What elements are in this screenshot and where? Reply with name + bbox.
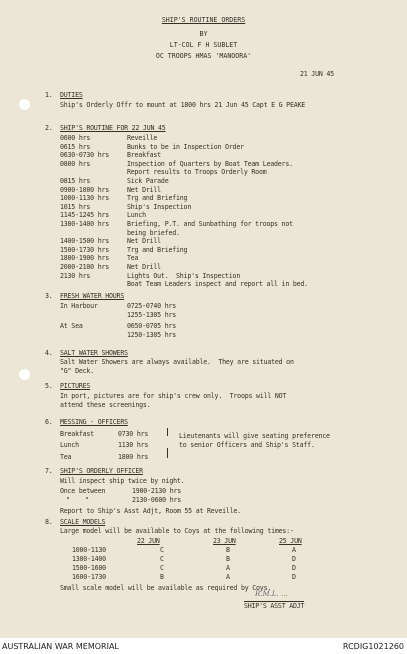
brace	[167, 428, 168, 436]
ditto-mark: " "	[66, 496, 89, 504]
section-text: "G" Deck.	[60, 367, 94, 375]
meal-time: 1130 hrs	[118, 441, 149, 449]
routine-activity: Bunks to be in Inspection Order	[127, 142, 244, 151]
section-text: Will inspect ship twice by night.	[60, 477, 185, 485]
water-time: 1250-1305 hrs	[127, 331, 177, 339]
routine-time: 1145-1245 hrs	[60, 211, 110, 220]
section-number: 6.	[45, 418, 53, 426]
model-company: D	[292, 573, 296, 581]
meal-name: Lunch	[60, 441, 79, 449]
water-time: 0650-0705 hrs	[127, 322, 177, 330]
routine-activity: Tea	[127, 254, 139, 263]
model-company: A	[292, 546, 296, 554]
section-number: 5.	[45, 382, 53, 390]
inspection-label: Once between	[60, 487, 106, 495]
section-number: 3.	[45, 292, 53, 300]
section-text: Small scale model will be available as required by Coys.	[60, 584, 272, 592]
routine-time: 1000-1130 hrs	[60, 194, 110, 203]
routine-activity: Report results to Troops Orderly Room	[127, 168, 267, 177]
routine-activity: Briefing, P.T. and Sunbathing for troops not	[127, 220, 293, 228]
routine-time: 0900-1000 hrs	[60, 185, 110, 194]
model-company: D	[292, 555, 296, 563]
routine-activity: Breakfast	[127, 151, 161, 160]
header-command: OC TROOPS HMAS 'MANOORA'	[155, 52, 252, 60]
routine-time: 2000-2100 hrs	[60, 263, 110, 271]
model-company: A	[226, 564, 230, 572]
routine-activity: Net Drill	[127, 263, 161, 271]
model-company: B	[160, 573, 164, 581]
section-number: 8.	[45, 518, 53, 526]
routine-time: 1500-1730 hrs	[60, 245, 110, 254]
routine-activity: Trg and Briefing	[127, 245, 188, 254]
model-date: 23 JUN	[213, 537, 236, 545]
routine-time: 0800 hrs	[60, 159, 91, 168]
model-time: 1500-1600	[72, 564, 106, 572]
routine-activity: Reveille	[127, 134, 158, 142]
section-heading: SHIP'S ORDERLY OFFICER	[60, 467, 143, 475]
routine-time: 0815 hrs	[60, 177, 91, 185]
section-heading: SCALE MODELS	[60, 518, 106, 526]
section-number: 7.	[45, 467, 53, 475]
footer-reference: RCDIG1021260	[342, 642, 404, 651]
routine-activity: Trg and Briefing	[127, 194, 188, 203]
model-company: C	[160, 546, 164, 554]
water-time: 1255-1305 hrs	[127, 311, 177, 319]
routine-time: 1800-1900 hrs	[60, 254, 110, 263]
routine-activity: Inspection of Quarters by Boat Team Leaders.	[127, 159, 293, 168]
water-time: 0725-0740 hrs	[127, 302, 177, 310]
archive-footer	[0, 638, 407, 654]
routine-time: 0630-0730 hrs	[60, 151, 110, 160]
routine-time: 0600 hrs	[60, 134, 91, 142]
section-number: 4.	[45, 349, 53, 357]
model-time: 1000-1130	[72, 546, 106, 554]
model-company: C	[160, 564, 164, 572]
model-date: 22 JUN	[137, 537, 160, 545]
punch-hole	[19, 99, 30, 110]
messing-note: Lieutenants will give seating preference	[179, 432, 330, 440]
meal-time: 1800 hrs	[118, 453, 149, 461]
handwritten-signature: R.M.L. ...	[255, 590, 288, 598]
meal-name: Tea	[60, 453, 72, 461]
section-text: Ship's Orderly Offr to mount at 1800 hrs 21 Jun 45 Capt E G PEAKE	[60, 101, 306, 109]
section-text: Large model will be available to Coys at the following times:-	[60, 527, 294, 535]
header-by: BY	[199, 30, 208, 38]
model-company: B	[226, 546, 230, 554]
model-time: 1300-1400	[72, 555, 106, 563]
section-heading: FRESH WATER HOURS	[60, 292, 125, 300]
routine-activity: being briefed.	[127, 228, 180, 237]
routine-time: 1400-1500 hrs	[60, 237, 110, 246]
document-date: 21 JUN 45	[300, 70, 334, 78]
section-heading: MESSING - OFFICERS	[60, 418, 128, 426]
routine-time: 2130 hrs	[60, 271, 91, 280]
meal-time: 0730 hrs	[118, 430, 149, 438]
model-company: B	[226, 555, 230, 563]
routine-activity: Lights Out. Ship's Inspection	[127, 271, 241, 280]
section-number: 2.	[45, 124, 53, 132]
header-officer: LT-COL F H SUBLET	[169, 41, 238, 49]
routine-activity: Ship's Inspection	[127, 202, 192, 211]
inspection-time: 1900-2130 hrs	[132, 487, 182, 495]
section-heading: SALT WATER SHOWERS	[60, 349, 128, 357]
model-company: D	[292, 564, 296, 572]
section-text: In port, pictures are for ship's crew only. Troops will NOT	[60, 392, 287, 400]
routine-time: 0615 hrs	[60, 142, 91, 151]
section-text: attend these screenings.	[60, 401, 151, 409]
section-heading: DUTIES	[60, 91, 83, 99]
routine-time: 1015 hrs	[60, 202, 91, 211]
model-date: 25 JUN	[279, 537, 302, 545]
document-title: SHIP'S ROUTINE ORDERS	[161, 16, 246, 24]
brace	[167, 448, 168, 458]
routine-activity: Lunch	[127, 211, 146, 220]
signature-role: SHIP'S ASST ADJT	[244, 602, 305, 610]
section-number: 1.	[45, 91, 53, 99]
punch-hole	[19, 369, 30, 380]
meal-name: Breakfast	[60, 430, 94, 438]
routine-time: 1300-1400 hrs	[60, 220, 110, 228]
routine-activity: Net Drill	[127, 237, 161, 246]
routine-activity: Boat Team Leaders inspect and report all in bed.	[127, 280, 308, 289]
section-heading: PICTURES	[60, 382, 91, 390]
water-label: At Sea	[60, 322, 83, 330]
messing-note: to senior Officers and Ship's Staff.	[179, 441, 315, 449]
section-text: Report to Ship's Asst Adjt, Room 55 at Reveille.	[60, 507, 241, 515]
routine-activity: Net Drill	[127, 185, 161, 194]
section-heading: SHIP'S ROUTINE FOR 22 JUN 45	[60, 124, 166, 132]
model-time: 1600-1730	[72, 573, 106, 581]
water-label: In Harbour	[60, 302, 98, 310]
inspection-time: 2130-0600 hrs	[132, 496, 182, 504]
model-company: A	[226, 573, 230, 581]
routine-activity: Sick Parade	[127, 177, 169, 185]
footer-source: AUSTRALIAN WAR MEMORIAL	[2, 642, 119, 651]
section-text: Salt Water Showers are always available. They are situated on	[60, 358, 294, 366]
model-company: C	[160, 555, 164, 563]
